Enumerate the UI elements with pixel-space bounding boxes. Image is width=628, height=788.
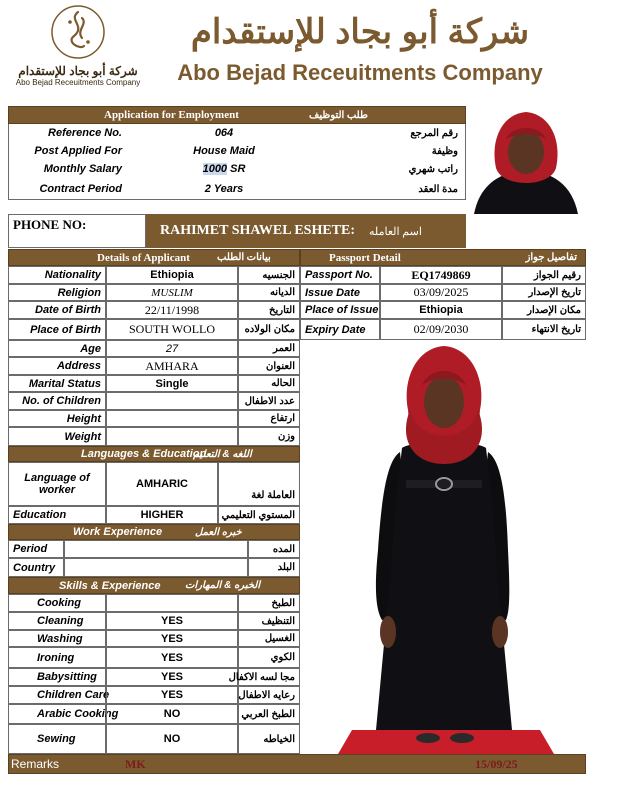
- passport-row-label: Place of Issue: [300, 301, 380, 319]
- details-row-value: 22/11/1998: [106, 301, 238, 319]
- remarks-bar: [8, 754, 586, 774]
- company-title-english: Abo Bejad Receuitments Company: [177, 60, 543, 85]
- details-row-label-ar: الجنسيه: [238, 266, 300, 284]
- skills-row-value: YES: [106, 668, 238, 686]
- skills-row-label: Babysitting: [8, 668, 106, 686]
- applicant-headshot: [466, 106, 586, 214]
- logo: [8, 2, 148, 94]
- remarks-date: 15/09/25: [475, 757, 518, 771]
- app-row-label: Post Applied For: [34, 145, 122, 157]
- details-row-label-ar: العنوان: [238, 357, 300, 375]
- passport-row-label: Issue Date: [300, 284, 380, 301]
- details-row-label-ar: الديانه: [238, 284, 300, 301]
- work-row-value: [64, 540, 248, 558]
- language-label-ar: العاملة لغة: [218, 462, 300, 506]
- language-value: AMHARIC: [106, 462, 218, 506]
- passport-row-value: EQ1749869: [380, 266, 502, 284]
- salary-currency: SR: [227, 163, 246, 175]
- details-row-label: Height: [8, 410, 106, 427]
- education-label: Education: [8, 506, 106, 524]
- details-row-label: Date of Birth: [8, 301, 106, 319]
- skills-row-label-ar: الكوي: [238, 647, 300, 668]
- app-row-label: Monthly Salary: [43, 163, 122, 175]
- logo-english-text: Abo Bejad Receuitments Company: [15, 78, 141, 87]
- passport-row-value: 02/09/2030: [380, 319, 502, 340]
- full-body-image: [302, 340, 586, 754]
- work-row-label: Period: [8, 540, 64, 558]
- app-row-value: [126, 160, 322, 178]
- application-header: [8, 106, 466, 124]
- passport-row-label: Passport No.: [300, 266, 380, 284]
- skills-row-label: Cooking: [8, 594, 106, 612]
- education-value: HIGHER: [106, 506, 218, 524]
- details-row-label-ar: الحاله: [238, 375, 300, 392]
- languages-header: Languages & Education اللغه & التعليم: [8, 446, 300, 462]
- remarks-label: Remarks: [11, 757, 60, 771]
- details-row-label: Nationality: [8, 266, 106, 284]
- details-row-value: 27: [106, 340, 238, 357]
- details-row-value: Single: [106, 375, 238, 392]
- app-row-value: 2 Years: [204, 183, 244, 195]
- skills-row-label: Cleaning: [8, 612, 106, 630]
- skills-row-value: NO: [106, 724, 238, 754]
- work-row-label-ar: المده: [248, 540, 300, 558]
- skills-row-label: Sewing: [8, 724, 106, 754]
- company-header: [0, 0, 628, 96]
- details-row-label: No. of Children: [8, 392, 106, 410]
- skills-row-label-ar: الخياطه: [238, 724, 300, 754]
- application-title-ar: طلب التوظيف: [309, 109, 368, 121]
- application-title: Application for Employment: [104, 109, 239, 121]
- app-row-value: House Maid: [193, 145, 255, 157]
- work-row-label-ar: البلد: [248, 558, 300, 577]
- details-row-value: [106, 392, 238, 410]
- skills-row-value: [106, 594, 238, 612]
- skills-row-label-ar: التنظيف: [238, 612, 300, 630]
- app-row-value: 064: [214, 127, 234, 139]
- details-row-label-ar: ارتفاع: [238, 410, 300, 427]
- phone-label: PHONE NO:: [8, 214, 146, 248]
- logo-arabic-text: شركة أبو بجاد للإستقدام: [18, 64, 138, 78]
- details-row-value: AMHARA: [106, 357, 238, 375]
- company-title-arabic: شركة أبو بجاد للإستقدام: [190, 13, 530, 51]
- skills-row-value: YES: [106, 686, 238, 704]
- details-row-label-ar: عدد الاطفال: [238, 392, 300, 410]
- details-row-value: [106, 427, 238, 446]
- passport-row-label-ar: رقيم الجواز: [502, 266, 586, 284]
- skills-row-label-ar: الطبخ: [238, 594, 300, 612]
- education-label-ar: المستوي التعليمي: [218, 506, 300, 524]
- logo-emblem-icon: [8, 2, 148, 62]
- app-row-label-ar: وظيفة: [431, 145, 458, 157]
- skills-row-label: Ironing: [8, 647, 106, 668]
- app-row-label-ar: رقم المرجع: [410, 127, 458, 139]
- details-row-label-ar: التاريخ: [238, 301, 300, 319]
- skills-row-value: YES: [106, 612, 238, 630]
- details-row-value: SOUTH WOLLO: [106, 319, 238, 340]
- salary-amount: 1000: [202, 163, 228, 175]
- details-row-label: Place of Birth: [8, 319, 106, 340]
- details-row-value: [106, 410, 238, 427]
- details-row-label-ar: وزن: [238, 427, 300, 446]
- details-row-value: MUSLIM: [106, 284, 238, 301]
- skills-row-label-ar: الطبخ العربي: [238, 704, 300, 724]
- headshot-image: [466, 106, 586, 214]
- work-row-value: [64, 558, 248, 577]
- work-header: Work Experience خبره العمل: [8, 524, 300, 540]
- skills-row-value: YES: [106, 647, 238, 668]
- passport-row-label: Expiry Date: [300, 319, 380, 340]
- skills-row-label: Arabic Cooking: [8, 704, 106, 724]
- work-row-label: Country: [8, 558, 64, 577]
- passport-row-label-ar: مكان الإصدار: [502, 301, 586, 319]
- skills-row-label: Washing: [8, 630, 106, 647]
- applicant-name: RAHIMET SHAWEL ESHETE:: [160, 223, 356, 238]
- details-row-label: Marital Status: [8, 375, 106, 392]
- skills-row-value: YES: [106, 630, 238, 647]
- details-row-value: Ethiopia: [106, 266, 238, 284]
- app-row-label-ar: مدة العقد: [418, 183, 458, 195]
- details-header: Details of Applicant بيانات الطلب: [8, 249, 300, 266]
- app-row-label: Reference No.: [48, 127, 122, 139]
- passport-header: Passport Detail تفاصيل جواز: [300, 249, 586, 266]
- skills-row-label: Children Care: [8, 686, 106, 704]
- language-label: Language of worker: [8, 462, 106, 506]
- passport-row-value: Ethiopia: [380, 301, 502, 319]
- applicant-name-bar: [146, 214, 466, 248]
- skills-row-label-ar: رعايه الاطفال: [238, 686, 300, 704]
- skills-row-value: NO: [106, 704, 238, 724]
- details-row-label-ar: العمر: [238, 340, 300, 357]
- details-row-label: Age: [8, 340, 106, 357]
- skills-row-label-ar: الغسيل: [238, 630, 300, 647]
- applicant-name-label-ar: اسم العامله: [369, 225, 422, 238]
- skills-header: Skills & Experience الخبره & المهارات: [8, 577, 300, 594]
- app-row-label-ar: راتب شهري: [408, 163, 458, 175]
- app-row-label: Contract Period: [39, 183, 122, 195]
- details-row-label: Address: [8, 357, 106, 375]
- details-row-label-ar: مكان الولاده: [238, 319, 300, 340]
- skills-row-label-ar: مجا لسه الاكفال: [238, 668, 300, 686]
- details-row-label: Weight: [8, 427, 106, 446]
- passport-row-label-ar: تاريخ الإصدار: [502, 284, 586, 301]
- details-row-label: Religion: [8, 284, 106, 301]
- passport-row-label-ar: تاريخ الانتهاء: [502, 319, 586, 340]
- remarks-code: MK: [125, 757, 146, 771]
- passport-row-value: 03/09/2025: [380, 284, 502, 301]
- applicant-full-photo: [302, 340, 586, 754]
